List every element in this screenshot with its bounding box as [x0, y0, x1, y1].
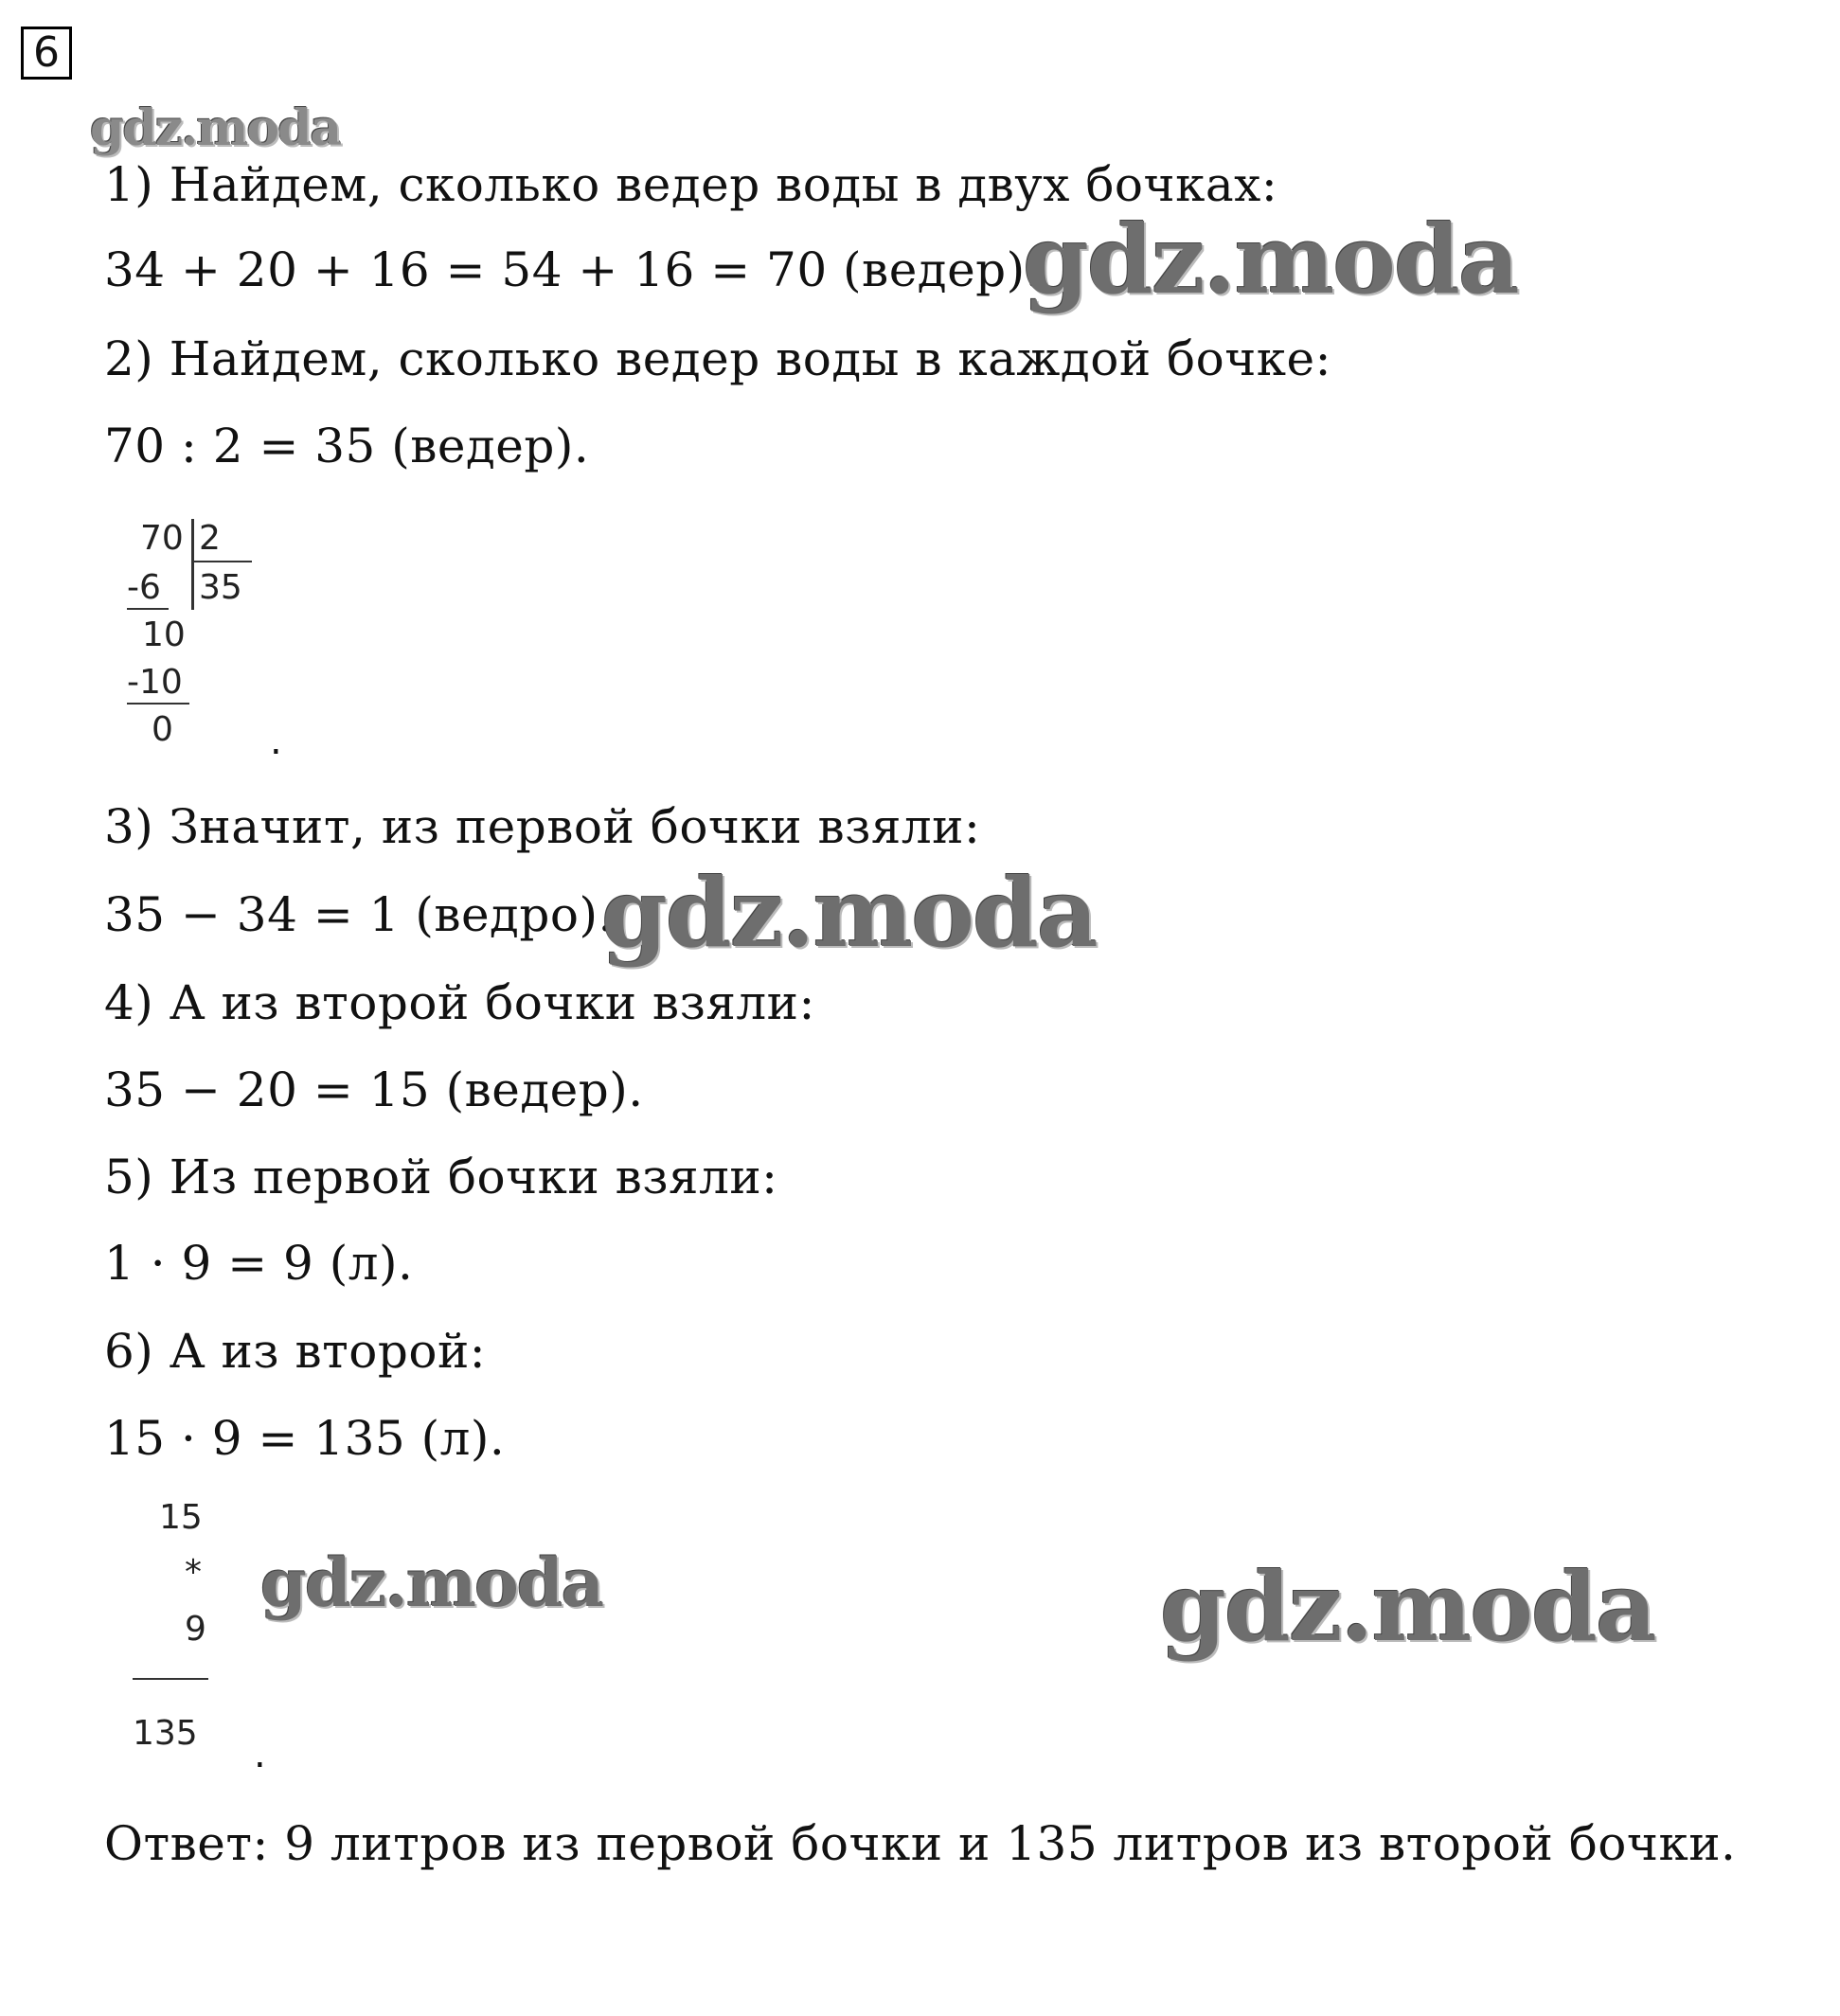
period: . [270, 720, 282, 763]
watermark: gdz.moda [90, 99, 341, 157]
watermark: gdz.moda [260, 1543, 603, 1622]
multiplier: 9 [185, 1610, 206, 1649]
period: . [254, 1733, 266, 1776]
watermark: gdz.moda [601, 857, 1097, 969]
multiplicand: 15 [159, 1498, 203, 1537]
multiply-sign: * [185, 1553, 202, 1592]
step-3: 3) Значит, из первой бочки взяли: [104, 799, 981, 854]
division-subtrahend-1: -6 [127, 568, 161, 607]
step-5: 5) Из первой бочки взяли: [104, 1150, 778, 1204]
step-1: 1) Найдем, сколько ведер воды в двух бочках: [104, 157, 1278, 212]
step-4-calc: 35 − 20 = 15 (ведер). [104, 1062, 644, 1117]
division-subtrahend-2: -10 [127, 663, 183, 702]
task-number: 6 [21, 27, 72, 80]
answer: Ответ: 9 литров из первой бочки и 135 литров из второй бочки. [104, 1816, 1737, 1871]
step-6-calc: 15 · 9 = 135 (л). [104, 1411, 506, 1466]
watermark: gdz.moda [1160, 1551, 1655, 1663]
divisor: 2 [199, 519, 221, 558]
quotient: 35 [199, 568, 242, 607]
product: 135 [133, 1714, 198, 1753]
underline [127, 703, 189, 705]
watermark: gdz.moda [1023, 204, 1518, 315]
step-6: 6) А из второй: [104, 1324, 487, 1379]
step-4: 4) А из второй бочки взяли: [104, 975, 815, 1030]
underline [127, 608, 169, 610]
division-remainder-1: 10 [142, 616, 186, 654]
result-line [133, 1678, 208, 1680]
step-5-calc: 1 · 9 = 9 (л). [104, 1236, 414, 1291]
step-2: 2) Найдем, сколько ведер воды в каждой бочке: [104, 331, 1331, 386]
step-3-calc: 35 − 34 = 1 (ведро). [104, 887, 614, 942]
division-vertical-line [191, 519, 194, 610]
dividend: 70 [140, 519, 184, 558]
division-remainder-2: 0 [152, 710, 173, 749]
step-2-calc: 70 : 2 = 35 (ведер). [104, 419, 590, 473]
division-horizontal-line [191, 561, 252, 562]
step-1-calc: 34 + 20 + 16 = 54 + 16 = 70 (ведер). [104, 242, 1042, 297]
